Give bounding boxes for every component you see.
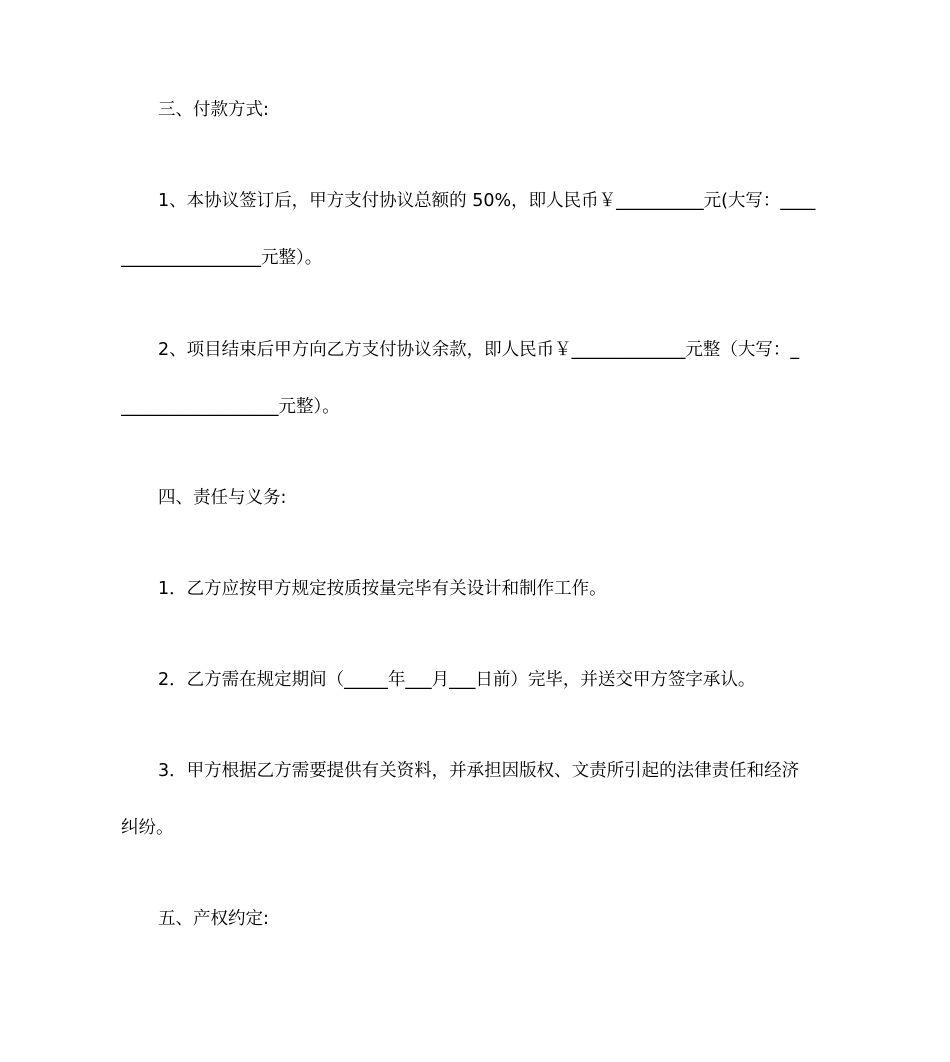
paragraph-duty-3-line-2: 纠纷。: [121, 818, 174, 838]
paragraph-duty-1: 1．乙方应按甲方规定按质按量完毕有关设计和制作工作。: [158, 579, 607, 599]
paragraph-payment-2-line-2: __________________元整）。: [121, 397, 340, 417]
paragraph-payment-1-line-2: ________________元整）。: [121, 248, 323, 268]
paragraph-duty-2: 2．乙方需在规定期间（_____年___月___日前）完毕，并送交甲方签字承认。: [158, 670, 756, 690]
section-heading-property: 五、产权约定:: [158, 909, 269, 929]
paragraph-payment-2-line-1: 2、项目结束后甲方向乙方支付协议余款，即人民币￥_____________元整（大写：_: [158, 340, 800, 360]
section-heading-duties: 四、责任与义务:: [158, 488, 287, 508]
paragraph-duty-3-line-1: 3．甲方根据乙方需要提供有关资料，并承担因版权、文责所引起的法律责任和经济: [158, 761, 800, 781]
section-heading-payment: 三、付款方式:: [158, 100, 269, 120]
paragraph-payment-1-line-1: 1、本协议签订后，甲方支付协议总额的 50%，即人民币￥__________元(大写：____: [158, 191, 816, 211]
